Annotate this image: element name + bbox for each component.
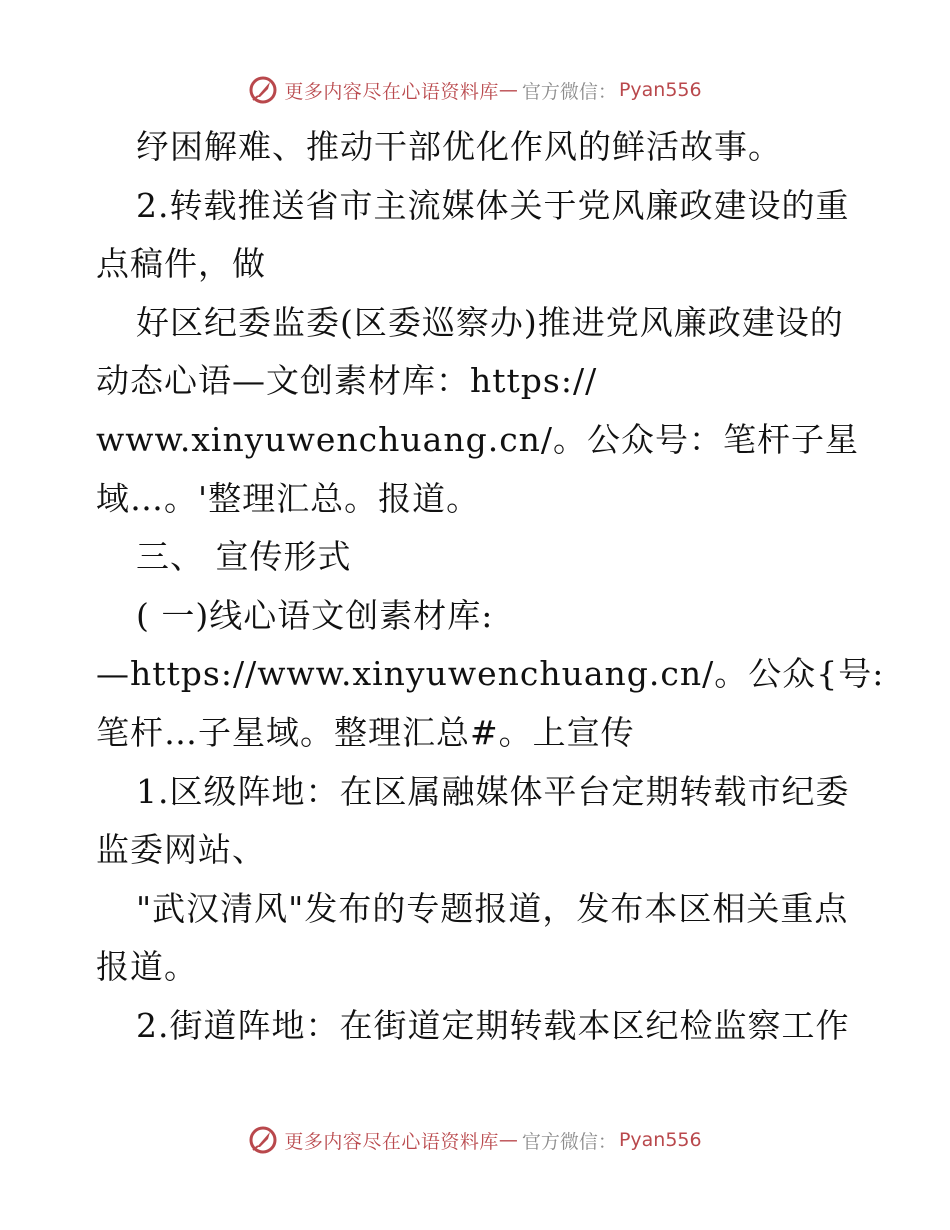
watermark-separator: — [498,1129,518,1151]
watermark-main-text: 更多内容尽在心语资料库 [284,80,499,103]
text-line: 域…。'整理汇总。报道。 [96,478,481,518]
text-line: 1.区级阵地：在区属融媒体平台定期转载市纪委 [136,771,850,811]
document-body [96,118,885,1056]
watermark-main-text: 更多内容尽在心语资料库 [284,1130,499,1153]
text-line: 好区纪委监委(区委巡察办)推进党风廉政建设的 [136,302,844,342]
text-line: 报道。 [96,947,198,987]
text-line: 2.街道阵地：在街道定期转载本区纪检监察工作 [136,1005,850,1045]
section-heading: 三、 宣传形式 [136,537,352,577]
watermark-separator: — [498,79,518,101]
text-line: www.xinyuwenchuang.cn/。公众号：笔杆子星 [96,419,860,459]
footer-watermark [0,1120,950,1160]
watermark-wechat-label: 官方微信： [521,80,617,103]
text-line: 动态心语—文创素材库：https:// [96,361,598,401]
text-line: "武汉清风"发布的专题报道，发布本区相关重点 [136,888,849,928]
text-line: 笔杆…子星域。整理汇总#。上宣传 [96,712,635,752]
watermark-wechat-id: Pyan556 [618,1129,702,1151]
text-line: ( 一)线心语文创素材库: [136,595,494,635]
text-line: 2.转载推送省市主流媒体关于党风廉政建设的重 [136,185,850,225]
watermark-wechat-label: 官方微信： [521,1130,617,1153]
quill-circle-logo-icon [248,1125,278,1155]
text-line: 点稿件，做 [96,244,266,284]
text-line: 纾困解难、推动干部优化作风的鲜活故事。 [136,127,782,166]
text-line: 监委网站、 [96,830,266,870]
header-watermark [0,70,950,110]
watermark-wechat-id: Pyan556 [618,79,702,101]
text-line: —https://www.xinyuwenchuang.cn/。公众{号: [96,654,885,694]
quill-circle-logo-icon [248,75,278,105]
